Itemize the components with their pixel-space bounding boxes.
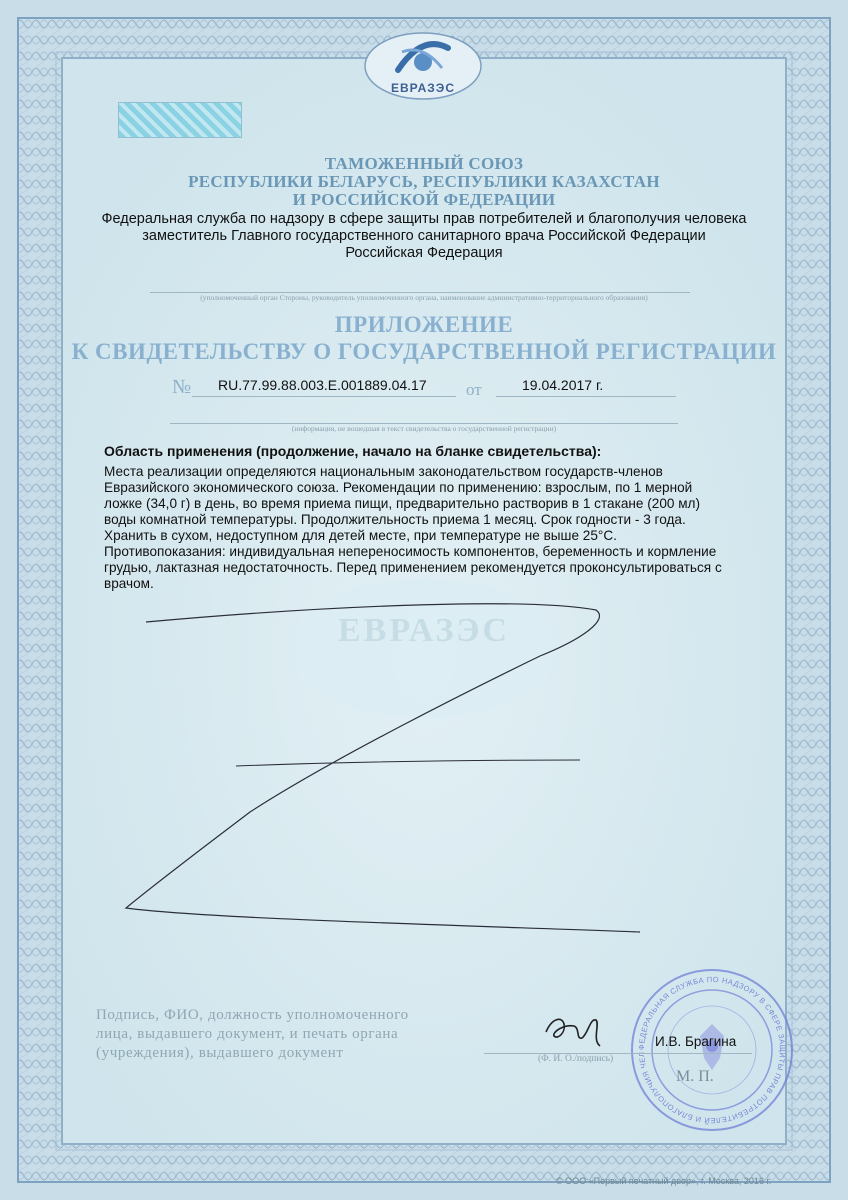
date-label: от xyxy=(466,380,482,399)
content-line-8: врачом. xyxy=(104,576,154,591)
content-line-4: воды комнатной температуры. Продолжительность приема 1 месяц. Срок годности - 3 года. xyxy=(104,512,686,527)
info-note: (информация, не вошедшая в текст свидетельства о государственной регистрации) xyxy=(291,424,557,433)
signature-underline xyxy=(484,1053,752,1054)
fio-note: (Ф. И. О./подпись) xyxy=(538,1054,614,1064)
official-stamp xyxy=(628,966,796,1134)
authority-line-3: Российская Федерация xyxy=(345,245,503,261)
mp-label: М. П. xyxy=(676,1068,714,1085)
content-line-1: Места реализации определяются национальным законодательством государств-членов xyxy=(104,464,663,479)
sign-caption-3: (учреждения), выдавшего документ xyxy=(96,1045,344,1061)
number-label: № xyxy=(172,376,192,398)
signatory-name: И.В. Брагина xyxy=(655,1034,737,1049)
union-line-1: ТАМОЖЕННЫЙ СОЮЗ xyxy=(324,154,524,173)
stamp-ring-text: ФЕДЕРАЛЬНАЯ СЛУЖБА ПО НАДЗОРУ В СФЕРЕ ЗАЩИТЫ ПРАВ ПОТРЕБИТЕЛЕЙ И БЛАГОПОЛУЧИЯ ЧЕЛ xyxy=(636,974,788,1126)
authority-note: (уполномоченный орган Стороны, руководитель уполномоченного органа, наименование административно-территориального образования) xyxy=(200,293,648,302)
registration-number: RU.77.99.88.003.E.001889.04.17 xyxy=(218,377,427,393)
content-line-7: грудью, лактазная недостаточность. Перед применением рекомендуется проконсультироваться с xyxy=(104,560,722,575)
authority-line-2: заместитель Главного государственного санитарного врача Российской Федерации xyxy=(142,228,706,244)
sign-caption-1: Подпись, ФИО, должность уполномоченного xyxy=(96,1007,409,1023)
authority-line-1: Федеральная служба по надзору в сфере защиты прав потребителей и благополучия человека xyxy=(101,211,747,227)
emblem-text: ЕВРАЗЭС xyxy=(390,81,455,95)
printer-footer: © ООО «Первый печатный двор», г. Москва, 2016 г. xyxy=(556,1176,772,1186)
registration-date: 19.04.2017 г. xyxy=(522,377,604,393)
stamp-seal-icon xyxy=(628,966,796,1134)
union-line-3: И РОССИЙСКОЙ ФЕДЕРАЦИИ xyxy=(292,190,556,209)
content-line-2: Евразийского экономического союза. Рекомендации по применению: взрослым, по 1 мерной xyxy=(104,480,693,495)
content-heading: Область применения (продолжение, начало на бланке свидетельства): xyxy=(104,443,602,459)
content-line-3: ложке (34,0 г) в день, во время приема пищи, предварительно растворив в 1 стакане (200 мл) xyxy=(104,496,701,511)
handwritten-signature xyxy=(540,1010,610,1050)
watermark-text: ЕВРАЗЭС xyxy=(337,612,511,649)
content-line-6: Противопоказания: индивидуальная непереносимость компонентов, беременность и кормление xyxy=(104,544,717,559)
content-line-5: Хранить в сухом, недоступном для детей месте, при температуре не выше 25°С. xyxy=(104,528,617,543)
title-line-1: ПРИЛОЖЕНИЕ xyxy=(334,312,514,337)
sign-caption-2: лица, выдавшего документ, и печать органа xyxy=(96,1026,399,1042)
title-line-2: К СВИДЕТЕЛЬСТВУ О ГОСУДАРСТВЕННОЙ РЕГИСТРАЦИИ xyxy=(71,339,777,364)
union-line-2: РЕСПУБЛИКИ БЕЛАРУСЬ, РЕСПУБЛИКИ КАЗАХСТАН xyxy=(188,172,660,191)
